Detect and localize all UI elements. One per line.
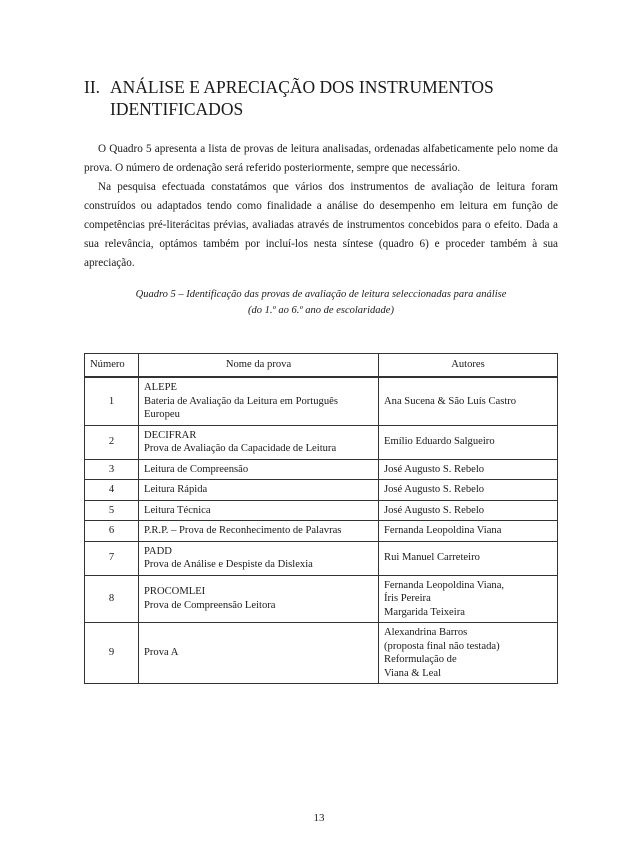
table-row (85, 541, 558, 575)
prova-name-line: Bateria de Avaliação da Leitura em Português (144, 395, 338, 407)
header-nome-da-prova: Nome da prova (139, 354, 379, 378)
prova-name-line: Leitura Técnica (144, 504, 211, 516)
autores-cell (379, 575, 558, 623)
autores-cell (379, 480, 558, 501)
autor-line: Ana Sucena & São Luís Castro (384, 395, 517, 407)
prova-name-cell (139, 459, 379, 480)
autor-line: Íris Pereira (384, 593, 431, 604)
row-number: 7 (85, 541, 139, 575)
paragraph: Na pesquisa efectuada constatámos que vários dos instrumentos de avaliação de leitura foram construídos ou adaptados tendo como finalidade a análise do desempenho em leitura em função de competências pré-literácitas prévias, avaliadas através de instrumentos concebidos para o efeito. Dada a sua relevância, optámos também por incluí-los nesta síntese (quadro 6) e proceder também à sua apreciação. (84, 181, 558, 269)
prova-name-cell (139, 425, 379, 459)
provas-table (84, 353, 558, 684)
prova-name-line: Europeu (144, 409, 180, 420)
row-number: 6 (85, 521, 139, 542)
autor-line: José Augusto S. Rebelo (384, 484, 485, 495)
section-number: II. (84, 77, 101, 97)
autor-line: Viana & Leal (384, 667, 442, 679)
autores-cell (379, 425, 558, 459)
table-row (85, 459, 558, 480)
autor-line: Fernanda Leopoldina Viana (384, 525, 502, 536)
autor-line: Emílio Eduardo Salgueiro (384, 436, 495, 448)
prova-name-cell (139, 521, 379, 542)
page-number: 13 (313, 812, 325, 824)
autor-line: Rui Manuel Carreteiro (384, 552, 480, 564)
prova-name-cell (139, 623, 379, 684)
paragraph: O Quadro 5 apresenta a lista de provas de leitura analisadas, ordenadas alfabeticamente pelo nome da prova. O número de ordenação será referido posteriormente, sempre que necessário. (84, 143, 558, 174)
section-heading (84, 76, 564, 120)
table-row (85, 575, 558, 623)
row-number: 2 (85, 425, 139, 459)
row-number: 9 (85, 623, 139, 684)
prova-name-cell (139, 541, 379, 575)
autor-line: Reformulação de (384, 654, 457, 665)
autor-line: Alexandrina Barros (384, 627, 468, 638)
table-row (85, 623, 558, 684)
table-row (85, 377, 558, 425)
body-text (84, 140, 558, 273)
prova-name-line: ALEPE (144, 382, 177, 393)
table-caption (84, 287, 558, 319)
autores-cell (379, 377, 558, 425)
prova-name-line: P.R.P. – Prova de Reconhecimento de Palavras (144, 525, 342, 536)
table-header-row (85, 354, 558, 378)
row-number: 5 (85, 500, 139, 521)
autores-cell (379, 541, 558, 575)
autor-line: Margarida Teixeira (384, 606, 465, 618)
autor-line: Fernanda Leopoldina Viana, (384, 579, 505, 591)
section-title-line1: ANÁLISE E APRECIAÇÃO DOS INSTRUMENTOS (110, 77, 494, 97)
table-row (85, 425, 558, 459)
prova-name-line: Leitura de Compreensão (144, 463, 249, 475)
caption-line1: Quadro 5 – Identificação das provas de avaliação de leitura seleccionadas para análise (135, 289, 507, 300)
table-body (85, 377, 558, 684)
header-autores: Autores (379, 354, 558, 378)
caption-line2: (do 1.º ao 6.º ano de escolaridade) (248, 305, 394, 316)
autor-line: José Augusto S. Rebelo (384, 504, 485, 516)
prova-name-cell (139, 480, 379, 501)
autores-cell (379, 500, 558, 521)
prova-name-line: DECIFRAR (144, 429, 197, 441)
prova-name-cell (139, 575, 379, 623)
prova-name-line: Prova A (144, 647, 179, 659)
autor-line: José Augusto S. Rebelo (384, 463, 485, 475)
prova-name-line: Prova de Análise e Despiste da Dislexia (144, 559, 313, 570)
table-row (85, 480, 558, 501)
row-number: 4 (85, 480, 139, 501)
header-numero: Número (85, 354, 139, 378)
autores-cell (379, 623, 558, 684)
prova-name-line: Leitura Rápida (144, 484, 208, 495)
row-number: 8 (85, 575, 139, 623)
autores-cell (379, 459, 558, 480)
prova-name-line: PADD (144, 545, 172, 557)
row-number: 3 (85, 459, 139, 480)
table-row (85, 500, 558, 521)
prova-name-cell (139, 377, 379, 425)
prova-name-cell (139, 500, 379, 521)
prova-name-line: Prova de Compreensão Leitora (144, 599, 276, 611)
table-row (85, 521, 558, 542)
autor-line: (proposta final não testada) (384, 640, 500, 652)
autores-cell (379, 521, 558, 542)
section-title-line2: IDENTIFICADOS (110, 99, 244, 119)
row-number: 1 (85, 377, 139, 425)
prova-name-line: PROCOMLEI (144, 586, 206, 598)
prova-name-line: Prova de Avaliação da Capacidade de Leitura (144, 443, 337, 454)
